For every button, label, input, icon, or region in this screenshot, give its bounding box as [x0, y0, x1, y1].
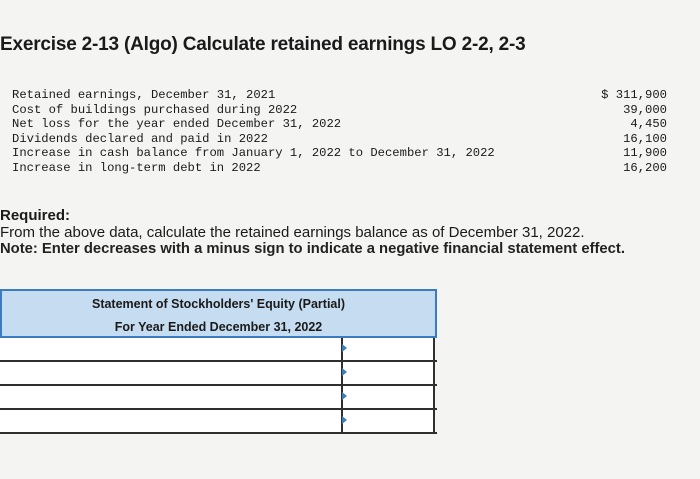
statement-label-input[interactable] [0, 410, 342, 432]
data-amount: $ 311,900 [601, 88, 667, 102]
statement-amount-input[interactable] [341, 386, 435, 408]
cell-marker-icon [342, 392, 347, 400]
statement-header [0, 289, 437, 338]
statement-amount-input[interactable] [341, 362, 435, 384]
required-note: Note: Enter decreases with a minus sign to indicate a negative financial statement effect. [0, 241, 625, 257]
data-label: Net loss for the year ended December 31, 2022 [12, 117, 342, 132]
statement-row [0, 410, 437, 434]
data-row-dividends [12, 132, 667, 147]
statement-subtitle: For Year Ended December 31, 2022 [114, 320, 323, 334]
data-label: Retained earnings, December 31, 2021 [12, 88, 276, 102]
statement-row [0, 386, 437, 410]
data-label: Dividends declared and paid in 2022 [12, 131, 268, 146]
statement-row [0, 362, 437, 386]
data-amount: 16,200 [623, 160, 667, 175]
data-row-cash-increase [12, 146, 667, 161]
data-label: Increase in long-term debt in 2022 [12, 160, 261, 175]
cell-marker-icon [342, 416, 347, 424]
data-row-retained-earnings [12, 88, 667, 103]
required-instruction: From the above data, calculate the retained earnings balance as of December 31, 2022. [0, 224, 585, 241]
data-amount: 16,100 [623, 131, 667, 146]
statement-label-input[interactable] [0, 338, 342, 360]
data-amount: 39,000 [623, 102, 667, 117]
given-data-list [12, 88, 667, 176]
data-row-net-loss [12, 117, 667, 132]
statement-label-input[interactable] [0, 362, 342, 384]
data-amount: 4,450 [630, 117, 667, 132]
cell-marker-icon [342, 368, 347, 376]
statement-row [0, 338, 437, 362]
data-label: Cost of buildings purchased during 2022 [12, 102, 298, 117]
statement-title: Statement of Stockholders' Equity (Partial) [91, 297, 345, 311]
required-heading: Required: [0, 207, 71, 224]
cell-marker-icon [342, 344, 347, 352]
data-row-long-term-debt [12, 161, 667, 176]
data-amount: 11,900 [623, 146, 667, 161]
exercise-title: Exercise 2-13 (Algo) Calculate retained earnings LO 2-2, 2-3 [0, 34, 526, 55]
statement-table [0, 289, 437, 436]
statement-amount-input[interactable] [341, 410, 435, 432]
data-row-buildings [12, 103, 667, 118]
data-label: Increase in cash balance from January 1, 2022 to December 31, 2022 [12, 146, 495, 161]
statement-label-input[interactable] [0, 386, 342, 408]
statement-amount-input[interactable] [341, 338, 435, 360]
